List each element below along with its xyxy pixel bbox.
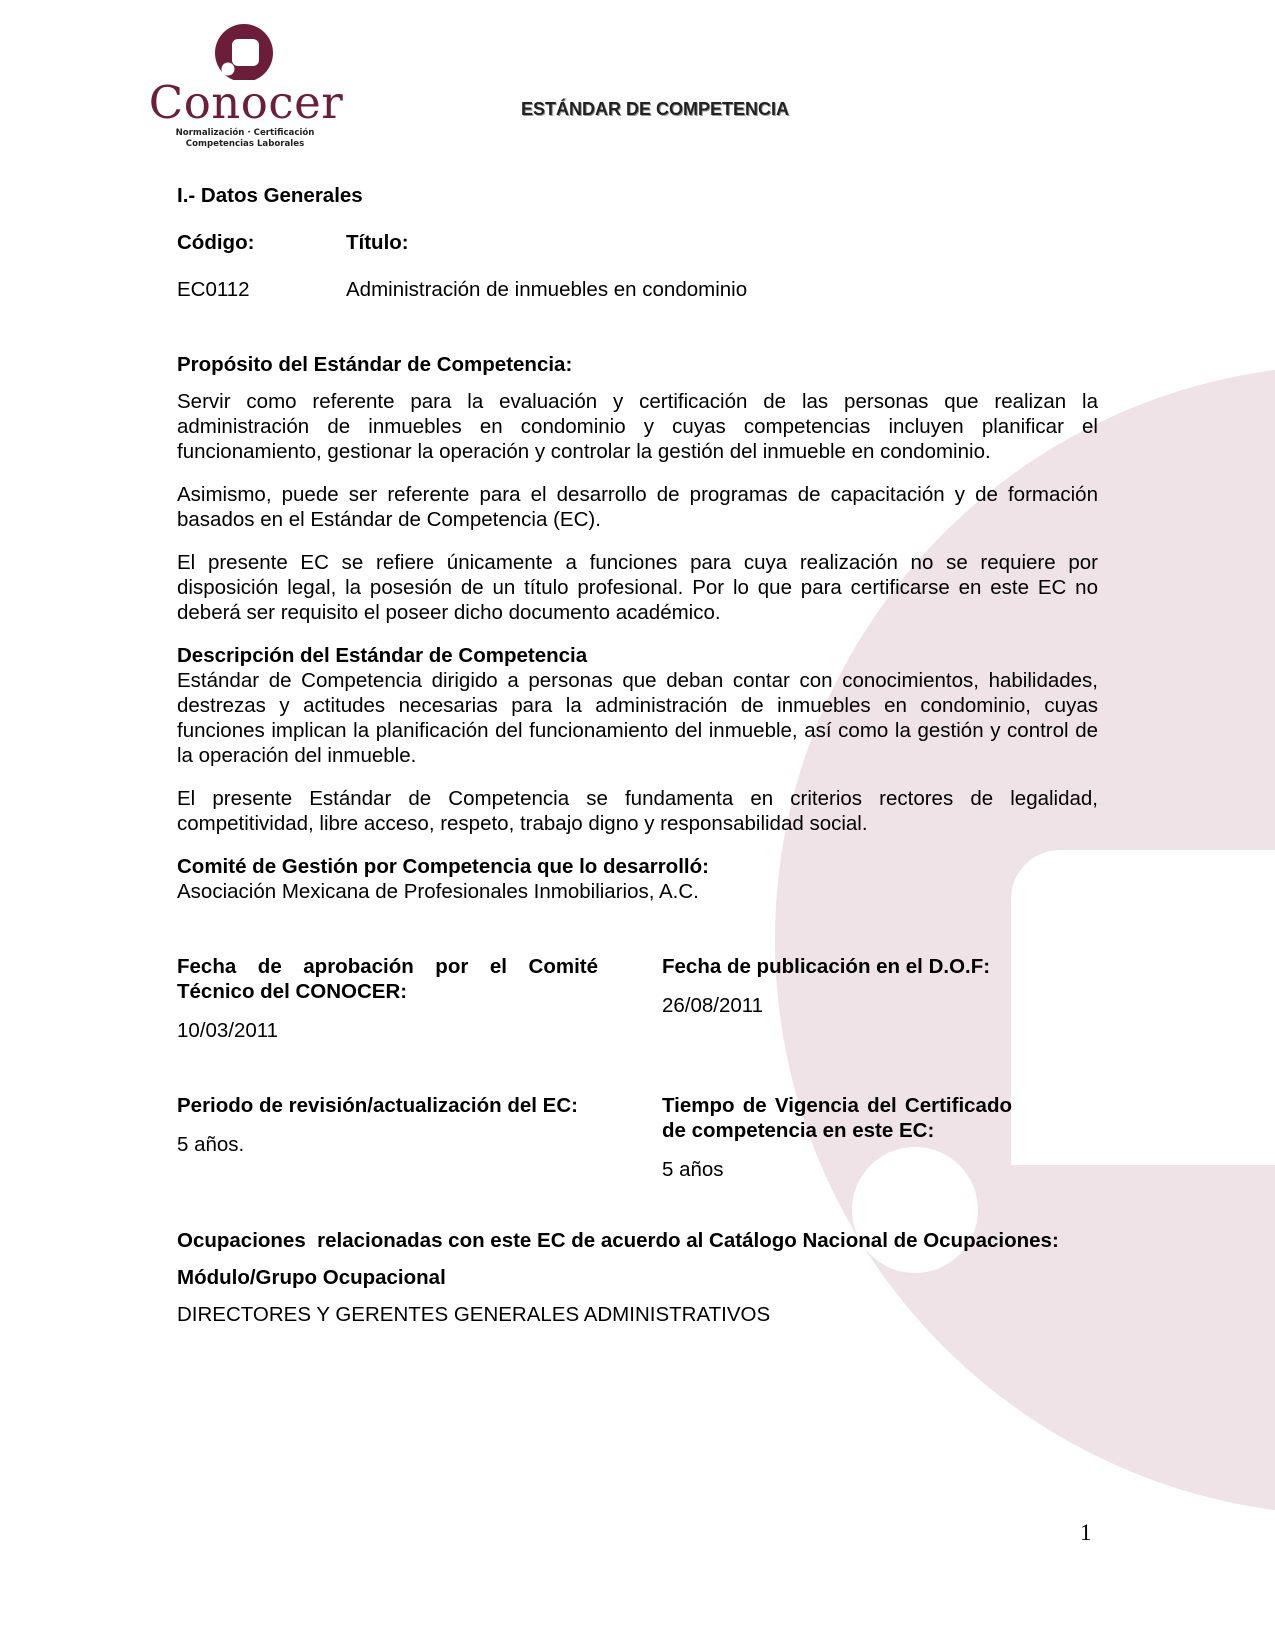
code-value: EC0112 (177, 278, 250, 301)
section-title-datos-generales: I.- Datos Generales (177, 184, 363, 207)
occupations-heading: Ocupaciones relacionadas con este EC de acuerdo al Catálogo Nacional de Ocupaciones: (177, 1229, 1059, 1252)
title-label: Título: (346, 231, 409, 254)
logo-tagline-2: Competencias Laborales (185, 139, 305, 149)
code-label: Código: (177, 231, 255, 254)
publication-date-value: 26/08/2011 (662, 994, 764, 1017)
page-number: 1 (1080, 1520, 1092, 1545)
approval-date-value: 10/03/2011 (177, 1019, 279, 1042)
description-paragraph: Estándar de Competencia dirigido a personas que deban contar con conocimientos, habilidades, destrezas y actitudes necesarias para la administración de inmuebles en condominio, cuyas funciones implican la planificación del funcionamiento del inmueble, así como la gestión y control de la operación del inmueble. (177, 669, 1098, 767)
review-period-block (177, 1093, 598, 1182)
validity-label: Tiempo de Vigencia del Certificado de competencia en este EC: (662, 1094, 1012, 1142)
document-header-title: ESTÁNDAR DE COMPETENCIA (520, 99, 789, 119)
validity-value: 5 años (662, 1158, 724, 1181)
occupational-group-value: DIRECTORES Y GERENTES GENERALES ADMINISTRATIVOS (177, 1303, 771, 1326)
purpose-paragraph: Asimismo, puede ser referente para el desarrollo de programas de capacitación y de formación basados en el Estándar de Competencia (EC). (177, 483, 1098, 531)
review-period-label: Periodo de revisión/actualización del EC: (177, 1094, 578, 1117)
approval-date-block (177, 954, 598, 1043)
title-value: Administración de inmuebles en condominio (346, 278, 748, 301)
purpose-paragraph: El presente EC se refiere únicamente a funciones para cuya realización no se requiere por disposición legal, la posesión de un título profesional. Por lo que para certificarse en este EC no deberá ser requisito el poseer dicho documento académico. (177, 551, 1098, 624)
description-heading: Descripción del Estándar de Competencia (177, 644, 588, 667)
general-labels-row (177, 230, 1098, 255)
conocer-symbol-icon (140, 20, 350, 80)
document-body (177, 183, 1098, 1327)
committee-heading: Comité de Gestión por Competencia que lo desarrolló: (177, 855, 709, 878)
logo-tagline-1: Normalización · Certificación (175, 128, 315, 138)
occupational-group-label: Módulo/Grupo Ocupacional (177, 1266, 446, 1289)
periods-row (177, 1093, 1098, 1182)
description-paragraph: El presente Estándar de Competencia se fundamenta en criterios rectores de legalidad, competitividad, libre acceso, respeto, trabajo digno y responsabilidad social. (177, 787, 1098, 835)
publication-date-label: Fecha de publicación en el D.O.F: (662, 955, 991, 978)
general-values-row (177, 277, 1098, 302)
review-period-value: 5 años. (177, 1133, 245, 1156)
committee-value: Asociación Mexicana de Profesionales Inmobiliarios, A.C. (177, 880, 699, 903)
purpose-heading: Propósito del Estándar de Competencia: (177, 353, 573, 376)
purpose-paragraph: Servir como referente para la evaluación y certificación de las personas que realizan la administración de inmuebles en condominio y cuyas competencias incluyen planificar el funcionamiento, gestionar la operación y controlar la gestión del inmueble en condominio. (177, 390, 1098, 463)
approval-date-label: Fecha de aprobación por el Comité Técnico del CONOCER: (177, 955, 598, 1003)
dates-row (177, 954, 1098, 1043)
validity-block (662, 1093, 1012, 1182)
publication-date-block (662, 954, 1012, 1043)
logo-wordmark: Conocer (148, 76, 344, 129)
conocer-logo (140, 20, 350, 150)
